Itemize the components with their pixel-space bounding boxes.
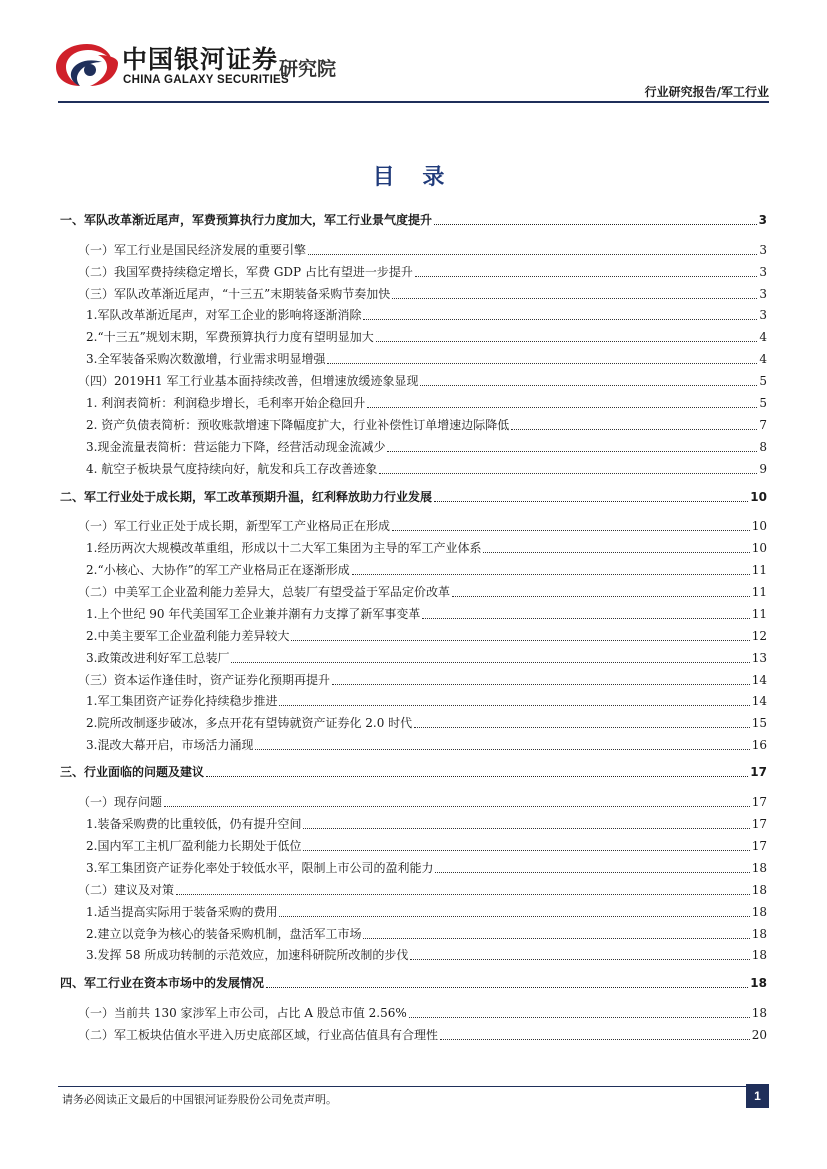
toc-entry-page: 18 (750, 976, 767, 990)
toc-entry-page: 14 (751, 694, 767, 708)
toc-leader-dots (392, 529, 750, 531)
toc-entry-label: （二）中美军工企业盈利能力差异大，总装厂有望受益于军品定价改革 (78, 585, 451, 599)
toc-entry-page: 8 (759, 440, 767, 454)
toc-entry-label: 2.“小核心、大协作”的军工产业格局正在逐渐形成 (86, 563, 350, 577)
toc-entry[interactable] (86, 817, 767, 832)
toc-entry[interactable] (86, 440, 767, 455)
toc-entry-page: 18 (751, 883, 767, 897)
department-label: 研究院 (279, 58, 337, 80)
toc-entry[interactable] (60, 976, 767, 991)
toc-leader-dots (435, 871, 749, 873)
toc-entry-label: （一）军工行业是国民经济发展的重要引擎 (78, 243, 307, 257)
toc-entry-label: 1.适当提高实际用于装备采购的费用 (86, 905, 278, 919)
toc-leader-dots (255, 748, 749, 750)
toc-entry[interactable] (86, 716, 767, 731)
toc-entry[interactable] (78, 673, 767, 688)
toc-entry-label: 1.经历两次大规模改革重组，形成以十二大军工集团为主导的军工产业体系 (86, 541, 482, 555)
toc-entry-page: 17 (751, 839, 767, 853)
galaxy-logo-icon (52, 40, 122, 90)
toc-leader-dots (279, 704, 749, 706)
toc-entry-page: 3 (759, 265, 767, 279)
toc-leader-dots (483, 551, 749, 553)
toc-entry-page: 18 (751, 905, 767, 919)
toc-entry-label: 四、军工行业在资本市场中的发展情况 (60, 976, 265, 990)
toc-leader-dots (387, 450, 757, 452)
report-type-label: 行业研究报告/军工行业 (644, 85, 769, 99)
toc-leader-dots (352, 573, 750, 575)
toc-leader-dots (392, 297, 757, 299)
toc-leader-dots (379, 472, 757, 474)
toc-entry[interactable] (86, 462, 767, 477)
toc-entry[interactable] (86, 352, 767, 367)
toc-leader-dots (308, 253, 757, 255)
toc-entry-page: 3 (759, 243, 767, 257)
toc-entry-label: 3.现金流量表简析：营运能力下降，经营活动现金流减少 (86, 440, 386, 454)
toc-entry-label: 3.发挥 58 所成功转制的示范效应，加速科研院所改制的步伐 (86, 948, 409, 962)
toc-leader-dots (410, 958, 749, 960)
toc-entry-label: （四）2019H1 军工行业基本面持续改善，但增速放缓迹象显现 (78, 374, 419, 388)
toc-entry[interactable] (86, 418, 767, 433)
toc-leader-dots (206, 775, 748, 777)
toc-entry-label: 3.政策改进利好军工总装厂 (86, 651, 230, 665)
toc-entry-page: 4 (759, 352, 767, 366)
toc-leader-dots (164, 805, 750, 807)
toc-entry[interactable] (86, 651, 767, 666)
toc-entry-page: 3 (759, 308, 767, 322)
page-number: 1 (746, 1084, 769, 1108)
toc-entry-page: 5 (759, 396, 767, 410)
toc-entry-label: 3.混改大幕开启，市场活力涌现 (86, 738, 254, 752)
toc-entry[interactable] (86, 396, 767, 411)
toc-entry[interactable] (86, 629, 767, 644)
toc-entry-page: 9 (759, 462, 767, 476)
toc-entry[interactable] (78, 265, 767, 280)
toc-entry[interactable] (78, 1028, 767, 1043)
toc-leader-dots (176, 893, 750, 895)
toc-entry-label: 3.军工集团资产证券化率处于较低水平，限制上市公司的盈利能力 (86, 861, 434, 875)
toc-entry-label: 1.军工集团资产证券化持续稳步推进 (86, 694, 278, 708)
toc-entry[interactable] (78, 243, 767, 258)
toc-entry[interactable] (60, 765, 767, 780)
toc-leader-dots (434, 500, 748, 502)
toc-title: 目 录 (372, 165, 455, 190)
toc-entry-page: 3 (758, 213, 767, 227)
toc-leader-dots (434, 223, 757, 225)
toc-leader-dots (409, 1016, 750, 1018)
toc-entry-label: 2.建立以竞争为核心的装备采购机制，盘活军工市场 (86, 927, 362, 941)
toc-entry[interactable] (86, 948, 767, 963)
toc-entry[interactable] (86, 308, 767, 323)
toc-leader-dots (452, 595, 750, 597)
toc-entry-page: 4 (759, 330, 767, 344)
toc-entry-label: 4. 航空子板块景气度持续向好，航发和兵工存改善迹象 (86, 462, 378, 476)
toc-entry-page: 18 (751, 927, 767, 941)
toc-entry-page: 10 (750, 490, 767, 504)
toc-entry-label: （三）军队改革渐近尾声，“十三五”末期装备采购节奏加快 (78, 287, 391, 301)
toc-entry[interactable] (60, 213, 767, 228)
toc-entry-label: （二）军工板块估值水平进入历史底部区域，行业高估值具有合理性 (78, 1028, 439, 1042)
toc-entry-label: （二）建议及对策 (78, 883, 175, 897)
toc-entry[interactable] (86, 694, 767, 709)
header-divider (58, 101, 769, 103)
toc-leader-dots (332, 683, 750, 685)
toc-entry-page: 3 (759, 287, 767, 301)
toc-entry-label: 2.国内军工主机厂盈利能力长期处于低位 (86, 839, 302, 853)
toc-entry-label: 2.中美主要军工企业盈利能力差异较大 (86, 629, 290, 643)
toc-entry-label: 1.上个世纪 90 年代美国军工企业兼并潮有力支撑了新军事变革 (86, 607, 421, 621)
toc-entry-page: 11 (751, 585, 767, 599)
footer-divider (58, 1086, 769, 1087)
toc-entry-label: 1. 利润表简析：利润稳步增长，毛利率开始企稳回升 (86, 396, 366, 410)
toc-leader-dots (422, 617, 749, 619)
toc-entry-page: 11 (751, 563, 767, 577)
toc-leader-dots (414, 726, 750, 728)
toc-leader-dots (420, 384, 757, 386)
toc-entry-label: （二）我国军费持续稳定增长，军费 GDP 占比有望进一步提升 (78, 265, 413, 279)
toc-entry[interactable] (86, 563, 767, 578)
toc-leader-dots (415, 275, 757, 277)
toc-leader-dots (303, 849, 749, 851)
toc-leader-dots (440, 1038, 750, 1040)
toc-entry[interactable] (86, 927, 767, 942)
toc-entry-page: 13 (751, 651, 767, 665)
toc-entry[interactable] (60, 490, 767, 505)
toc-entry-label: 1.装备采购费的比重较低，仍有提升空间 (86, 817, 302, 831)
toc-entry-page: 18 (751, 1006, 767, 1020)
toc-entry[interactable] (86, 861, 767, 876)
toc-entry[interactable] (86, 738, 767, 753)
toc-entry-label: （一）当前共 130 家涉军上市公司，占比 A 股总市值 2.56% (78, 1006, 407, 1020)
toc-entry-page: 14 (751, 673, 767, 687)
toc-entry-page: 12 (751, 629, 767, 643)
toc-leader-dots (363, 318, 757, 320)
toc-entry[interactable] (78, 374, 767, 389)
toc-leader-dots (279, 915, 749, 917)
toc-leader-dots (303, 827, 749, 829)
toc-entry-page: 17 (751, 795, 767, 809)
toc-entry-label: 二、军工行业处于成长期，军工改革预期升温，红利释放助力行业发展 (60, 490, 433, 504)
toc-entry-page: 17 (750, 765, 767, 779)
toc-leader-dots (511, 428, 757, 430)
toc-entry-label: （一）军工行业正处于成长期，新型军工产业格局正在形成 (78, 519, 391, 533)
toc-entry[interactable] (86, 607, 767, 622)
toc-leader-dots (266, 986, 748, 988)
toc-entry[interactable] (86, 330, 767, 345)
toc-entry[interactable] (86, 905, 767, 920)
toc-entry-label: 1.军队改革渐近尾声，对军工企业的影响将逐渐消除 (86, 308, 362, 322)
toc-leader-dots (363, 937, 749, 939)
toc-entry[interactable] (78, 519, 767, 534)
toc-entry-label: 三、行业面临的问题及建议 (60, 765, 205, 779)
toc-entry-label: 一、军队改革渐近尾声，军费预算执行力度加大，军工行业景气度提升 (60, 213, 433, 227)
toc-entry-page: 18 (751, 861, 767, 875)
toc-entry-label: （三）资本运作逢佳时，资产证券化预期再提升 (78, 673, 331, 687)
toc-entry-label: 3.全军装备采购次数激增，行业需求明显增强 (86, 352, 326, 366)
toc-entry-label: 2.院所改制逐步破冰，多点开花有望铸就资产证券化 2.0 时代 (86, 716, 413, 730)
toc-entry-page: 18 (751, 948, 767, 962)
toc-entry-page: 7 (759, 418, 767, 432)
toc-entry-page: 11 (751, 607, 767, 621)
toc-entry-page: 15 (751, 716, 767, 730)
toc-entry-page: 20 (751, 1028, 767, 1042)
toc-entry-label: 2. 资产负债表简析：预收账款增速下降幅度扩大，行业补偿性订单增速边际降低 (86, 418, 510, 432)
toc-entry-page: 17 (751, 817, 767, 831)
toc-entry[interactable] (78, 795, 767, 810)
toc-entry-label: 2.“十三五”规划末期，军费预算执行力度有望明显加大 (86, 330, 374, 344)
toc-entry[interactable] (78, 585, 767, 600)
toc-leader-dots (376, 340, 758, 342)
toc-entry-label: （一）现存问题 (78, 795, 163, 809)
toc-entry-page: 10 (751, 519, 767, 533)
toc-entry-page: 10 (751, 541, 767, 555)
toc-entry[interactable] (78, 883, 767, 898)
toc-entry-page: 5 (759, 374, 767, 388)
toc-entry[interactable] (78, 287, 767, 302)
disclaimer-note: 请务必阅读正文最后的中国银河证券股份公司免责声明。 (62, 1093, 337, 1106)
toc-leader-dots (291, 639, 749, 641)
brand-name-en: CHINA GALAXY SECURITIES (123, 74, 290, 86)
toc-leader-dots (231, 661, 749, 663)
toc-leader-dots (367, 406, 757, 408)
toc-entry[interactable] (86, 541, 767, 556)
toc-entry[interactable] (86, 839, 767, 854)
toc-leader-dots (327, 362, 757, 364)
toc-entry[interactable] (78, 1006, 767, 1021)
toc-entry-page: 16 (751, 738, 767, 752)
brand-name-cn: 中国银河证券 (122, 45, 279, 74)
